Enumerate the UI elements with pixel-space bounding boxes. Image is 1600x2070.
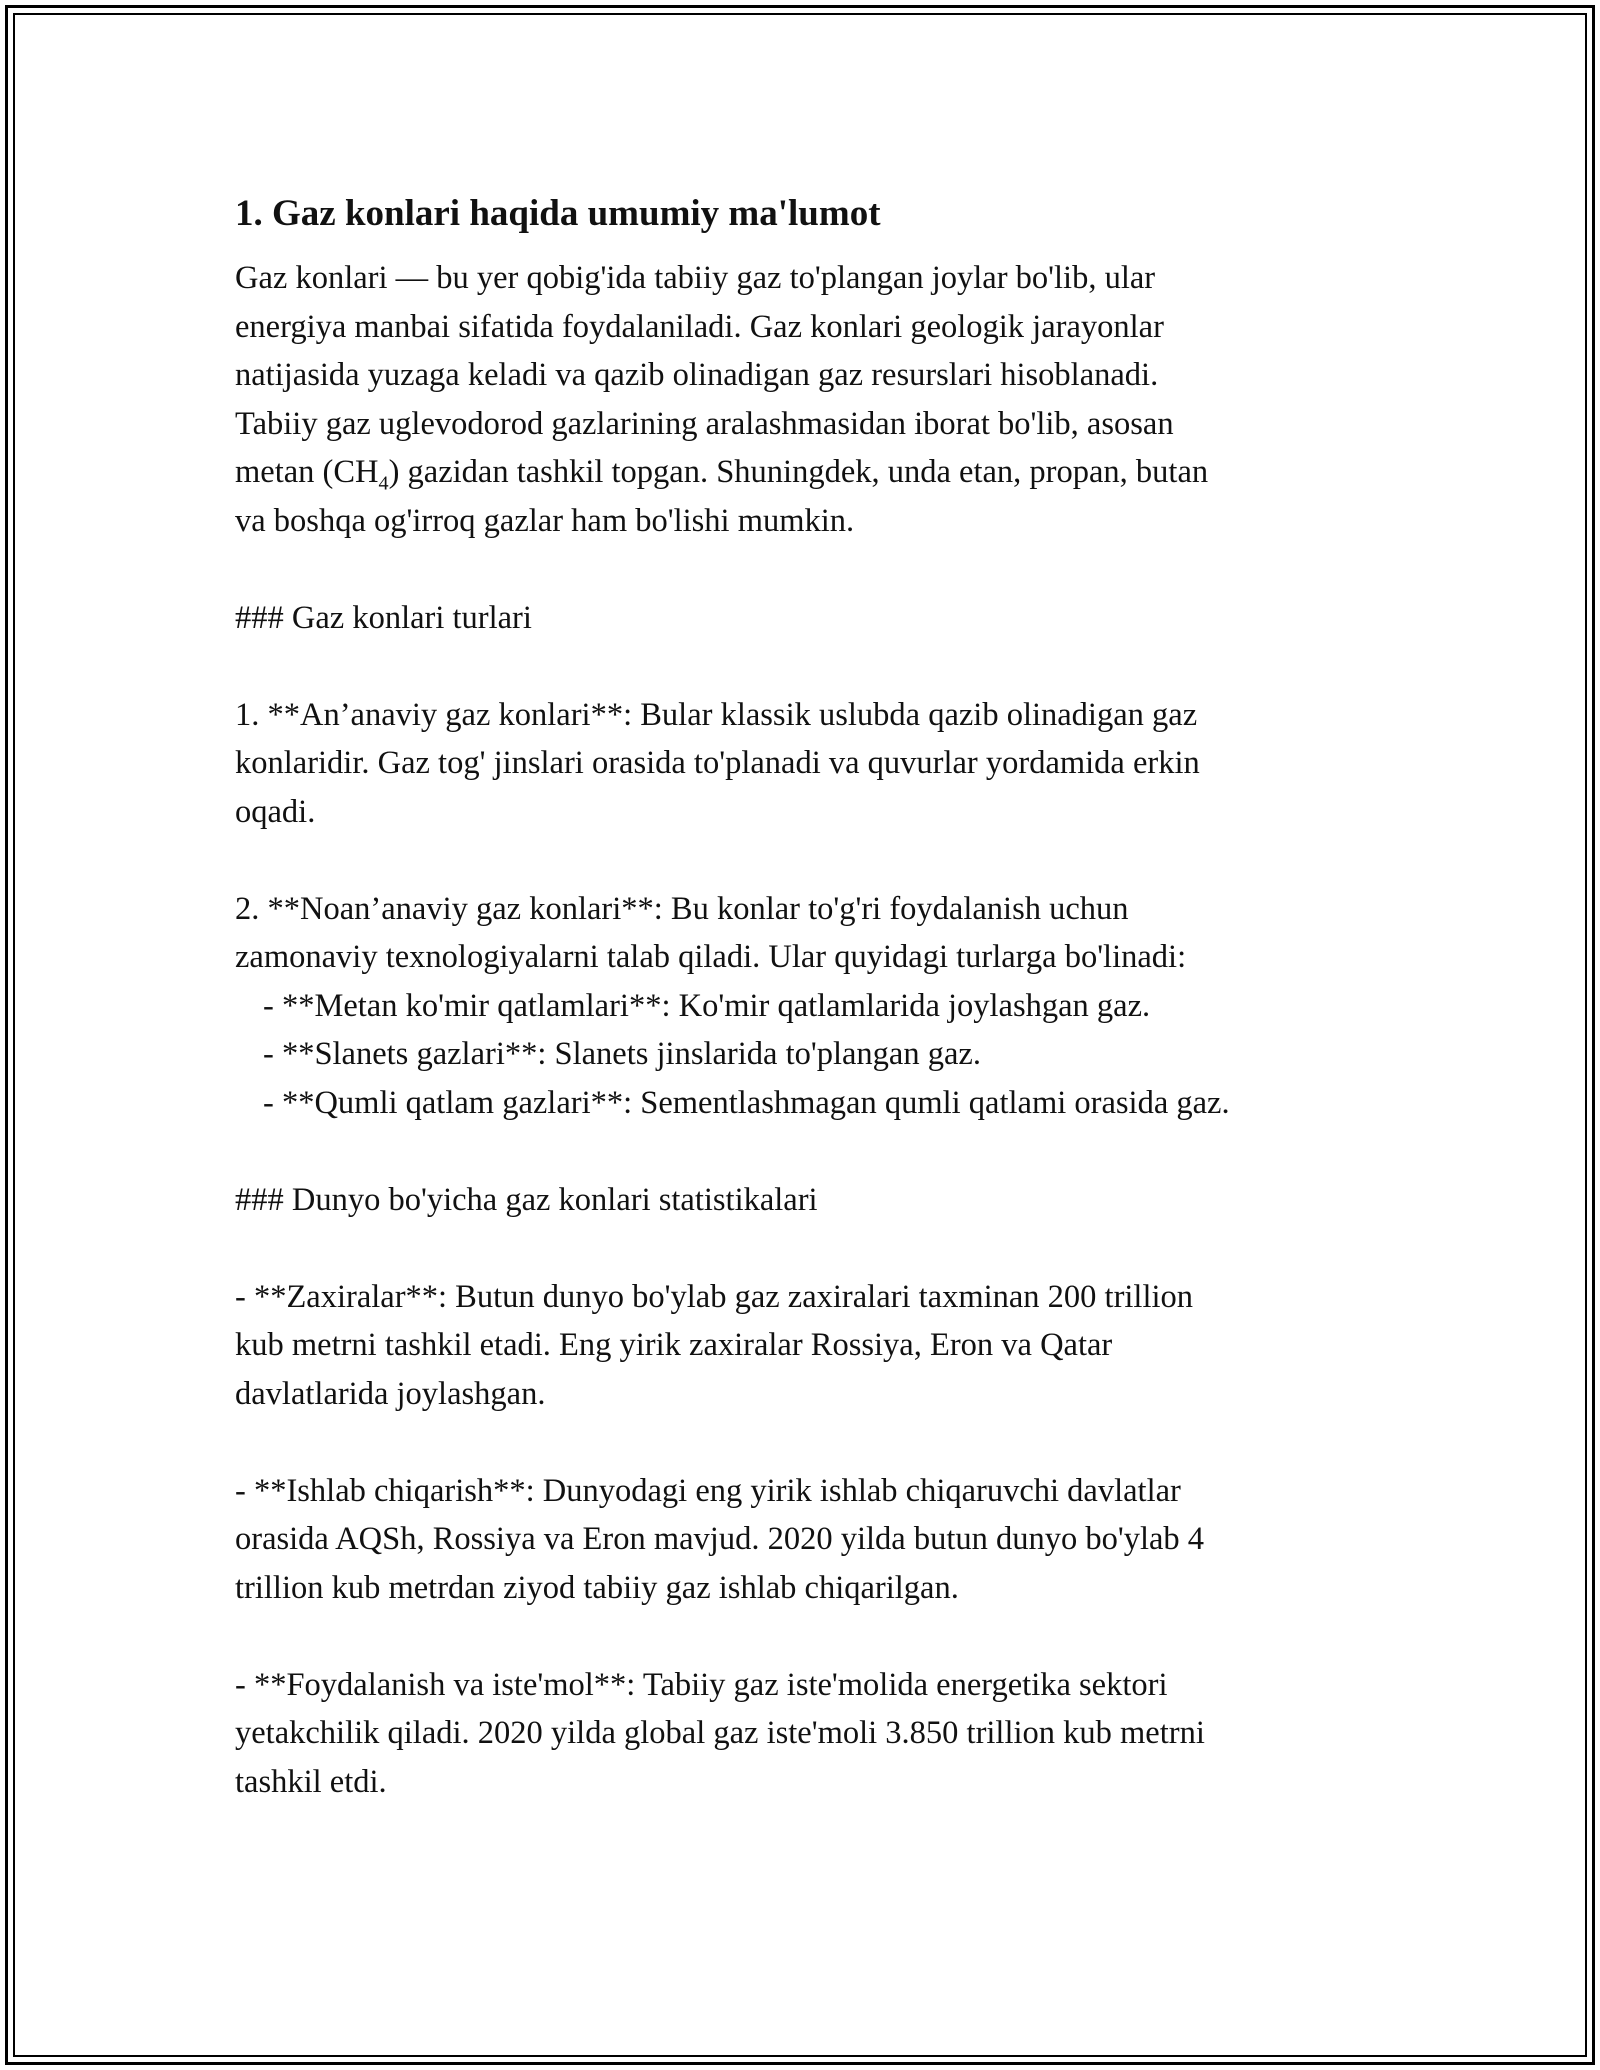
list-item: - **Foydalanish va iste'mol**: Tabiiy gaz iste'molida energetika sektori: [235, 1666, 1168, 1703]
list-item: tashkil etdi.: [235, 1763, 387, 1800]
intro-paragraph: [235, 254, 1375, 1806]
page-title: 1. Gaz konlari haqida umumiy ma'lumot: [235, 193, 881, 234]
sub-list-item: - **Qumli qatlam gazlari**: Sementlashmagan qumli qatlami orasida gaz.: [263, 1084, 1230, 1121]
list-item: yetakchilik qiladi. 2020 yilda global gaz iste'moli 3.850 trillion kub metrni: [235, 1715, 1205, 1751]
list-item: davlatlarida joylashgan.: [235, 1375, 546, 1412]
spacer: [235, 1224, 1375, 1273]
intro-text: ) gazidan tashkil topgan. Shuningdek, unda etan, propan, butan: [388, 454, 1209, 490]
list-item: orasida AQSh, Rossiya va Eron mavjud. 2020 yilda butun dunyo bo'ylab 4: [235, 1521, 1205, 1557]
intro-line: energiya manbai sifatida foydalaniladi. Gaz konlari geologik jarayonlar: [235, 308, 1164, 345]
list-item: 1. **An’anaviy gaz konlari**: Bular klassik uslubda qazib olinadigan gaz: [235, 696, 1198, 733]
document-body: [235, 188, 1375, 1806]
intro-line-formula: [235, 448, 1375, 497]
list-item: 2. **Noan’anaviy gaz konlari**: Bu konlar to'g'ri foydalanish uchun: [235, 890, 1129, 927]
list-item: zamonaviy texnologiyalarni talab qiladi. Ular quyidagi turlarga bo'linadi:: [235, 939, 1187, 975]
spacer: [235, 1127, 1375, 1176]
intro-line: Gaz konlari — bu yer qobig'ida tabiiy gaz to'plangan joylar bo'lib, ular: [235, 260, 1156, 296]
section-heading-types: ### Gaz konlari turlari: [235, 599, 532, 636]
intro-line: natijasida yuzaga keladi va qazib olinadigan gaz resurslari hisoblanadi.: [235, 357, 1159, 393]
list-item: kub metrni tashkil etadi. Eng yirik zaxiralar Rossiya, Eron va Qatar: [235, 1327, 1113, 1363]
list-item: oqadi.: [235, 793, 316, 830]
spacer: [235, 836, 1375, 885]
intro-line: Tabiiy gaz uglevodorod gazlarining aralashmasidan iborat bo'lib, asosan: [235, 405, 1174, 442]
spacer: [235, 642, 1375, 691]
list-item: - **Ishlab chiqarish**: Dunyodagi eng yirik ishlab chiqaruvchi davlatlar: [235, 1472, 1181, 1509]
section-heading-statistics: ### Dunyo bo'yicha gaz konlari statistikalari: [235, 1181, 818, 1218]
intro-line: va boshqa og'irroq gazlar ham bo'lishi mumkin.: [235, 502, 855, 539]
spacer: [235, 1418, 1375, 1467]
intro-text: metan (CH: [235, 454, 379, 490]
list-item: trillion kub metrdan ziyod tabiiy gaz ishlab chiqarilgan.: [235, 1569, 959, 1606]
sub-list-item: - **Metan ko'mir qatlamlari**: Ko'mir qatlamlarida joylashgan gaz.: [263, 987, 1151, 1024]
list-item: konlaridir. Gaz tog' jinslari orasida to'planadi va quvurlar yordamida erkin: [235, 745, 1200, 781]
sub-list-item: - **Slanets gazlari**: Slanets jinslarida to'plangan gaz.: [263, 1036, 981, 1072]
spacer: [235, 545, 1375, 594]
list-item: - **Zaxiralar**: Butun dunyo bo'ylab gaz zaxiralari taxminan 200 trillion: [235, 1278, 1194, 1315]
spacer: [235, 1612, 1375, 1661]
formula-subscript: 4: [378, 472, 389, 495]
